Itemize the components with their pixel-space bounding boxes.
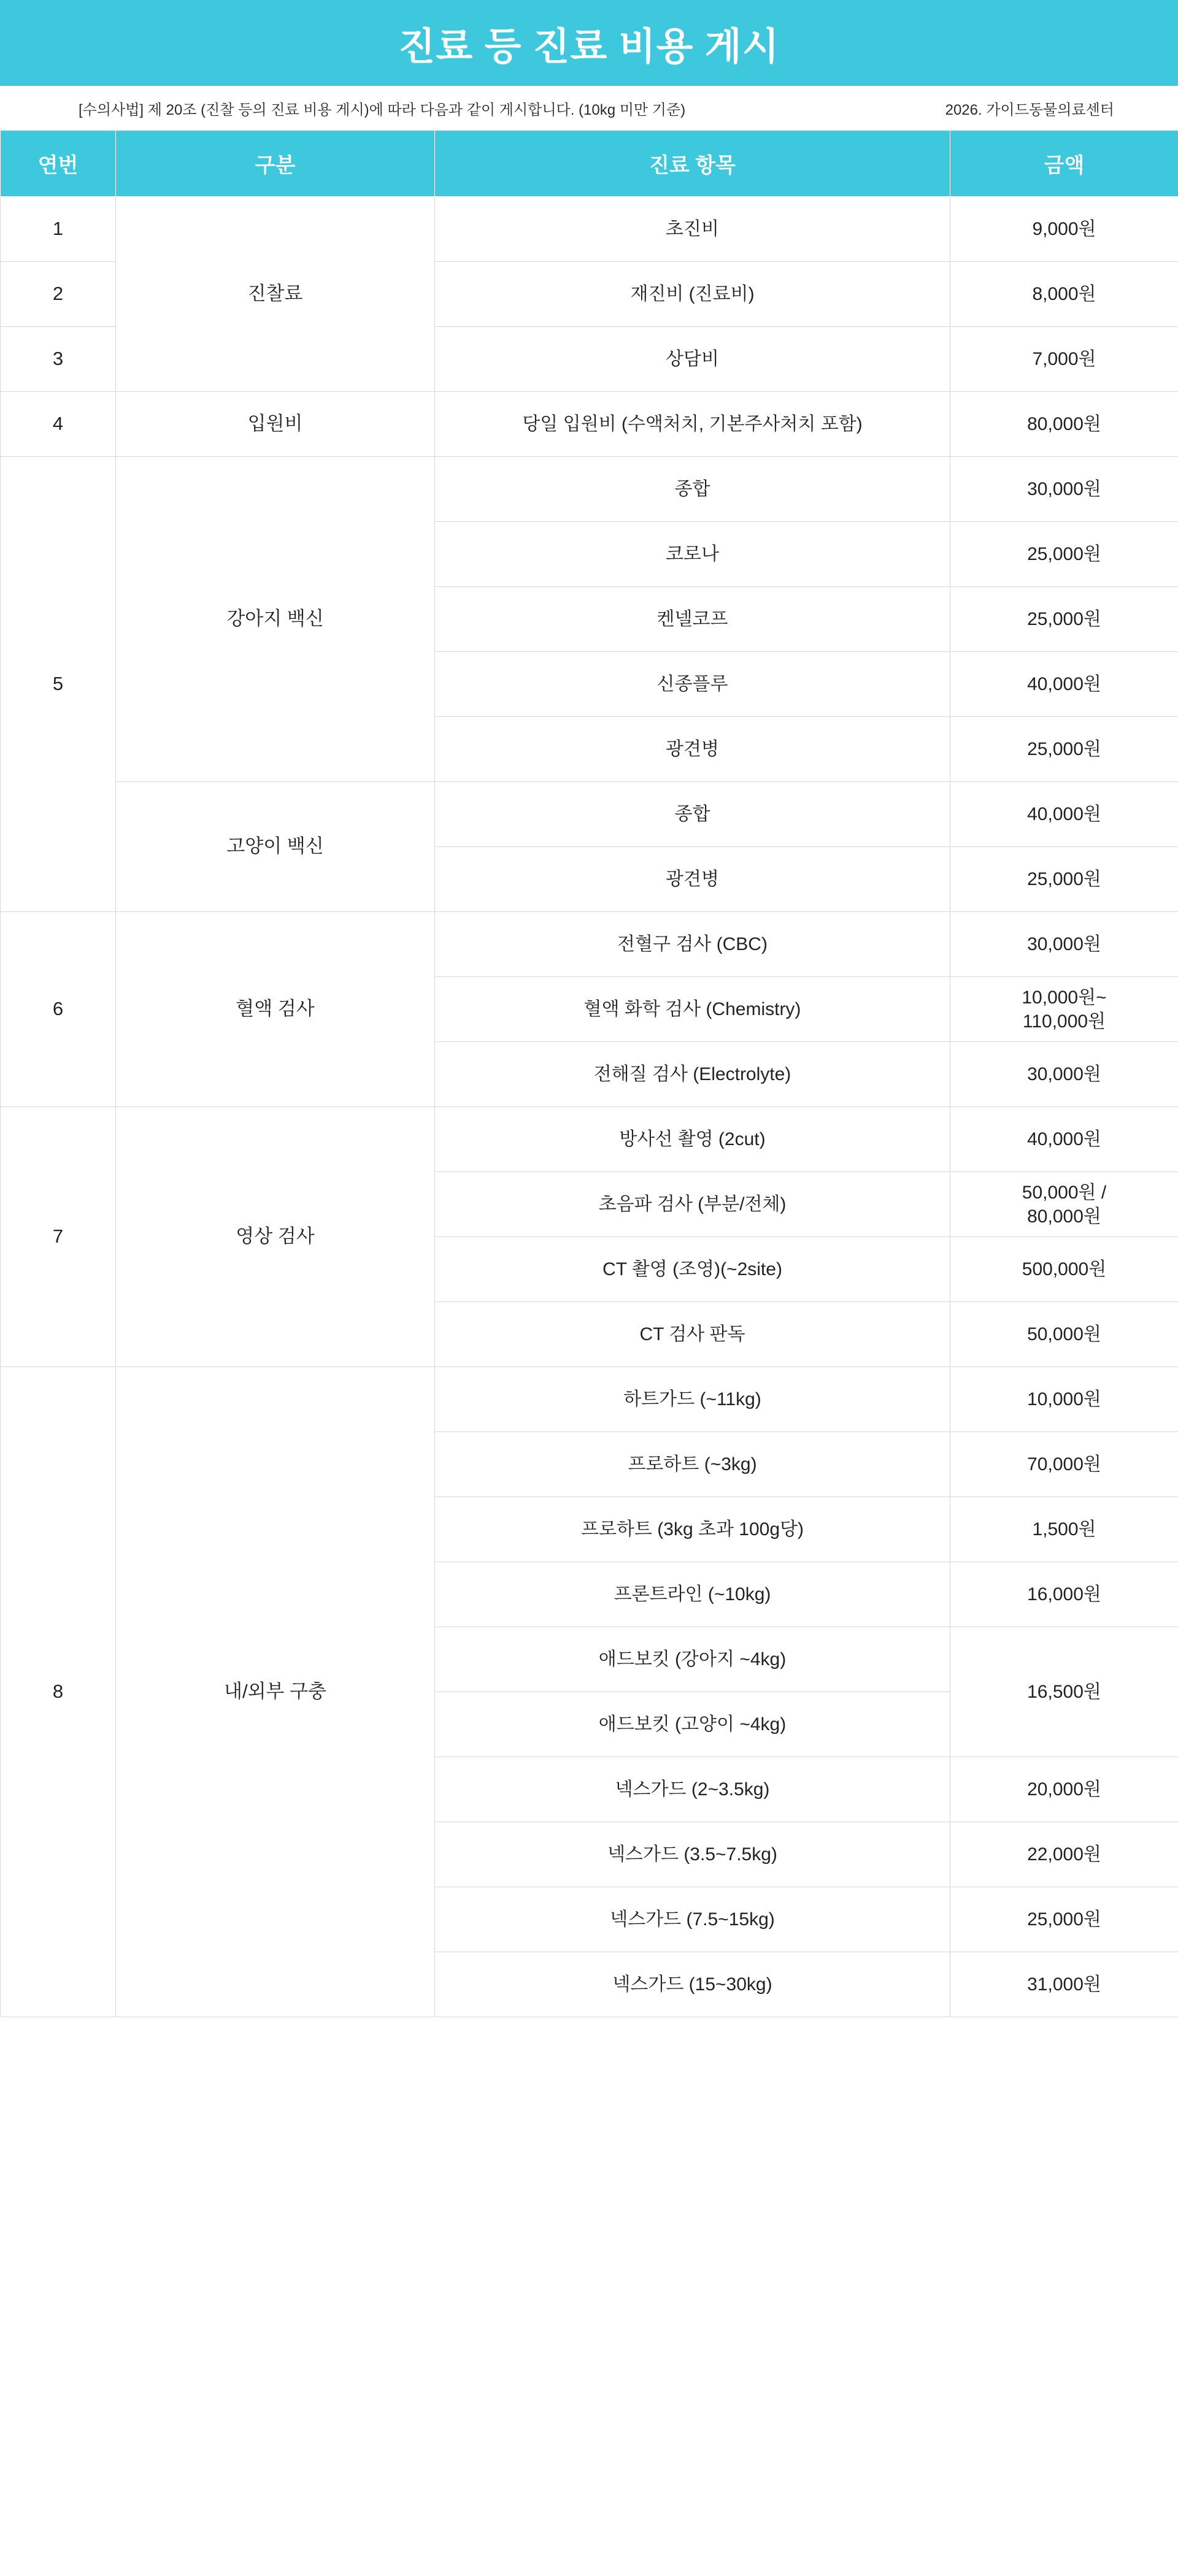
cell-price: 7,000원 bbox=[950, 327, 1178, 392]
legal-notice-text: [수의사법] 제 20조 (진찰 등의 진료 비용 게시)에 따라 다음과 같이 게시합니다. (10kg 미만 기준) bbox=[79, 101, 686, 118]
cell-price: 20,000원 bbox=[950, 1757, 1178, 1822]
cell-price: 8,000원 bbox=[950, 262, 1178, 327]
cell-price: 50,000원 / 80,000원 bbox=[950, 1172, 1178, 1237]
cell-price: 70,000원 bbox=[950, 1432, 1178, 1497]
cell-no: 7 bbox=[1, 1107, 116, 1367]
cell-price: 25,000원 bbox=[950, 587, 1178, 652]
cell-no: 6 bbox=[1, 912, 116, 1107]
table-row bbox=[1, 392, 1178, 457]
table-row bbox=[1, 457, 1178, 522]
cell-price: 9,000원 bbox=[950, 197, 1178, 262]
cell-price: 500,000원 bbox=[950, 1237, 1178, 1302]
cell-item: 켄넬코프 bbox=[435, 587, 950, 652]
cell-item: 전해질 검사 (Electrolyte) bbox=[435, 1042, 950, 1107]
cell-item: 애드보킷 (강아지 ~4kg) bbox=[435, 1627, 950, 1692]
legal-notice-bar bbox=[0, 86, 1178, 130]
cell-price: 22,000원 bbox=[950, 1822, 1178, 1887]
cell-category: 고양이 백신 bbox=[116, 782, 435, 912]
column-header-price: 금액 bbox=[950, 131, 1178, 197]
cell-no: 8 bbox=[1, 1367, 116, 2017]
cell-item: 재진비 (진료비) bbox=[435, 262, 950, 327]
cell-item: 방사선 촬영 (2cut) bbox=[435, 1107, 950, 1172]
cell-item: 종합 bbox=[435, 782, 950, 847]
cell-item: 초음파 검사 (부분/전체) bbox=[435, 1172, 950, 1237]
cell-item: 프로하트 (~3kg) bbox=[435, 1432, 950, 1497]
cell-category: 내/외부 구충 bbox=[116, 1367, 435, 2017]
cell-category: 강아지 백신 bbox=[116, 457, 435, 782]
cell-category: 입원비 bbox=[116, 392, 435, 457]
cell-category: 혈액 검사 bbox=[116, 912, 435, 1107]
cell-price: 40,000원 bbox=[950, 782, 1178, 847]
cell-item: 애드보킷 (고양이 ~4kg) bbox=[435, 1692, 950, 1757]
cell-price: 40,000원 bbox=[950, 1107, 1178, 1172]
table-row bbox=[1, 1107, 1178, 1172]
column-header-category: 구분 bbox=[116, 131, 435, 197]
cell-item: 하트가드 (~11kg) bbox=[435, 1367, 950, 1432]
cell-item: 광견병 bbox=[435, 717, 950, 782]
cell-category: 영상 검사 bbox=[116, 1107, 435, 1367]
page-title: 진료 등 진료 비용 게시 bbox=[398, 25, 780, 68]
table-body bbox=[1, 197, 1178, 2017]
cell-price: 50,000원 bbox=[950, 1302, 1178, 1367]
table-row bbox=[1, 912, 1178, 977]
price-table bbox=[0, 130, 1178, 2017]
cell-price: 40,000원 bbox=[950, 652, 1178, 717]
cell-no: 5 bbox=[1, 457, 116, 912]
cell-price: 1,500원 bbox=[950, 1497, 1178, 1562]
cell-item: 신종플루 bbox=[435, 652, 950, 717]
cell-item: 넥스가드 (2~3.5kg) bbox=[435, 1757, 950, 1822]
cell-price: 25,000원 bbox=[950, 1887, 1178, 1952]
column-header-item: 진료 항목 bbox=[435, 131, 950, 197]
cell-item: 넥스가드 (15~30kg) bbox=[435, 1952, 950, 2017]
cell-item: 넥스가드 (7.5~15kg) bbox=[435, 1887, 950, 1952]
table-header-row bbox=[1, 131, 1178, 197]
cell-item: 광견병 bbox=[435, 847, 950, 912]
cell-price: 25,000원 bbox=[950, 847, 1178, 912]
cell-no: 1 bbox=[1, 197, 116, 262]
cell-price: 80,000원 bbox=[950, 392, 1178, 457]
cell-no: 4 bbox=[1, 392, 116, 457]
cell-item: 넥스가드 (3.5~7.5kg) bbox=[435, 1822, 950, 1887]
cell-item: 혈액 화학 검사 (Chemistry) bbox=[435, 977, 950, 1042]
cell-no: 2 bbox=[1, 262, 116, 327]
table-row bbox=[1, 782, 1178, 847]
cell-item: 초진비 bbox=[435, 197, 950, 262]
table-row bbox=[1, 197, 1178, 262]
cell-price: 25,000원 bbox=[950, 522, 1178, 587]
cell-item: 프론트라인 (~10kg) bbox=[435, 1562, 950, 1627]
cell-price: 30,000원 bbox=[950, 457, 1178, 522]
cell-item: 코로나 bbox=[435, 522, 950, 587]
cell-price: 10,000원 bbox=[950, 1367, 1178, 1432]
cell-item: 프로하트 (3kg 초과 100g당) bbox=[435, 1497, 950, 1562]
column-header-no: 연번 bbox=[1, 131, 116, 197]
notice-source-text: 2026. 가이드동물의료센터 bbox=[945, 101, 1114, 118]
cell-price: 16,000원 bbox=[950, 1562, 1178, 1627]
cell-price: 16,500원 bbox=[950, 1627, 1178, 1757]
cell-no: 3 bbox=[1, 327, 116, 392]
table-row bbox=[1, 1367, 1178, 1432]
cell-item: 전혈구 검사 (CBC) bbox=[435, 912, 950, 977]
cell-price: 25,000원 bbox=[950, 717, 1178, 782]
cell-price: 31,000원 bbox=[950, 1952, 1178, 2017]
cell-item: CT 촬영 (조영)(~2site) bbox=[435, 1237, 950, 1302]
cell-price: 30,000원 bbox=[950, 912, 1178, 977]
cell-item: CT 검사 판독 bbox=[435, 1302, 950, 1367]
cell-item: 당일 입원비 (수액처치, 기본주사처치 포함) bbox=[435, 392, 950, 457]
cell-price: 30,000원 bbox=[950, 1042, 1178, 1107]
cell-item: 상담비 bbox=[435, 327, 950, 392]
page-banner bbox=[0, 0, 1178, 86]
cell-price: 10,000원~ 110,000원 bbox=[950, 977, 1178, 1042]
cell-item: 종합 bbox=[435, 457, 950, 522]
table-header bbox=[1, 131, 1178, 197]
cell-category: 진찰료 bbox=[116, 197, 435, 392]
